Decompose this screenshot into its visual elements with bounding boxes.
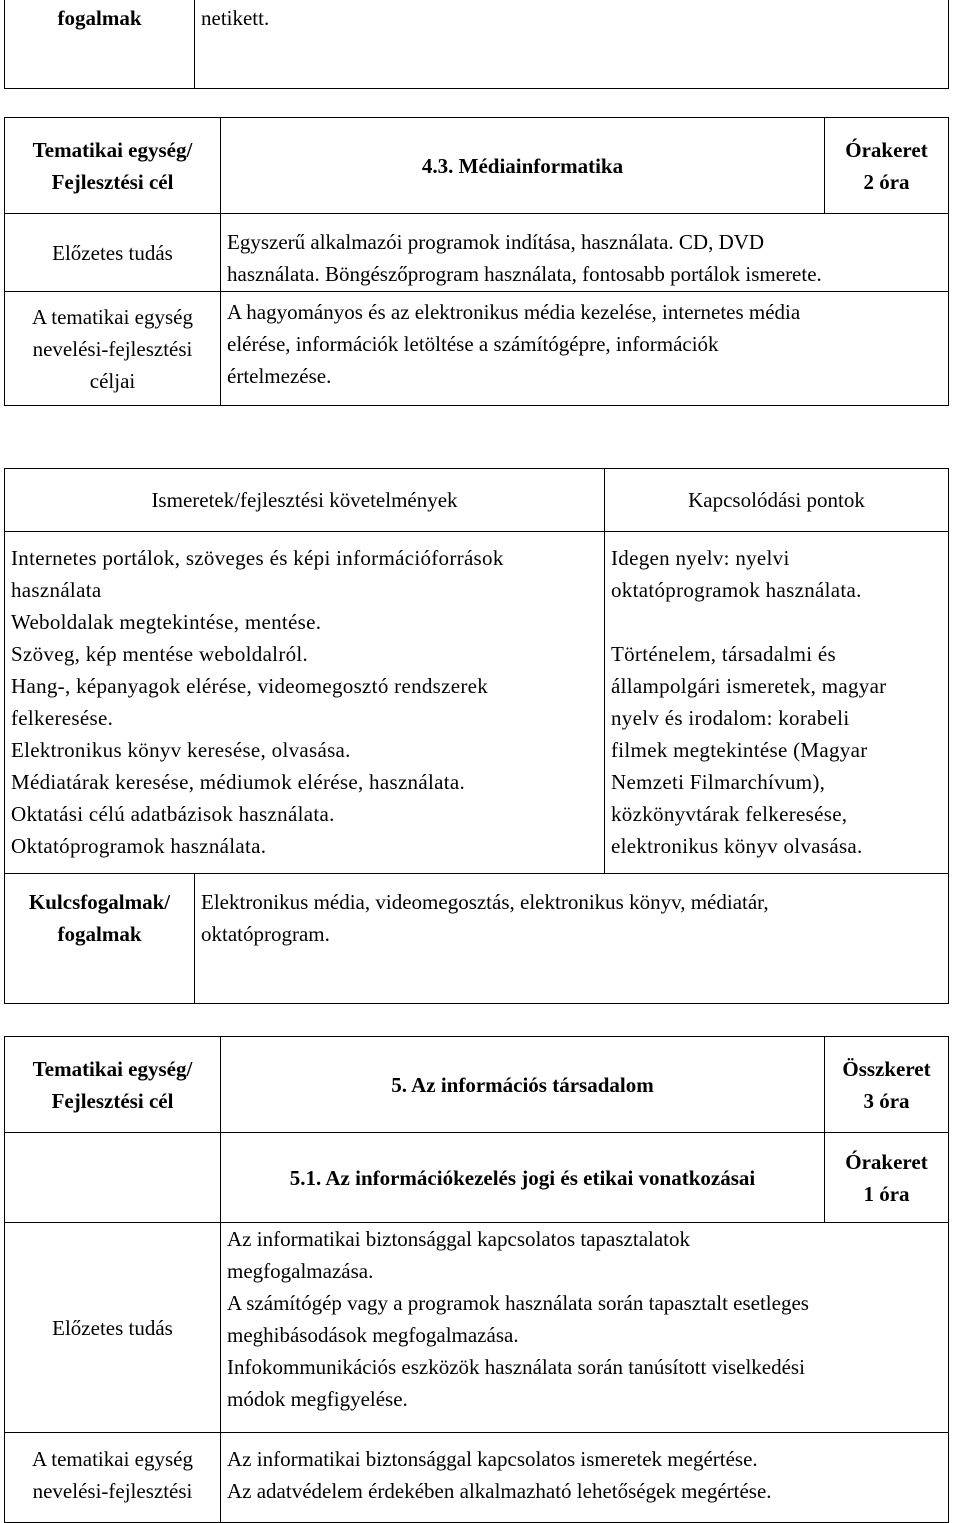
- requirements-header: Ismeretek/fejlesztési követelmények: [5, 469, 605, 532]
- block-4-3-table: [4, 117, 949, 406]
- requirements-table: [4, 468, 949, 1004]
- block-5-table: [4, 1036, 949, 1523]
- fogalmak-label: fogalmak: [5, 0, 195, 88]
- requirements-list: Internetes portálok, szöveges és képi információforrások használata Weboldalak megtekintése, mentése. Szöveg, kép mentése weboldalról. Hang-, képanyagok elérése, videomegosztó rendszerek felkeresése. Elektronikus könyv keresése, olvasása. Médiatárak keresése, médiumok elérése, használata. Oktatási célú adatbázisok használata. Oktatóprogramok használata.: [5, 532, 605, 874]
- keywords-text: Elektronikus média, videomegosztás, elektronikus könyv, médiatár, oktatóprogram.: [195, 874, 949, 1004]
- block-4-3-header-label: Tematikai egység/ Fejlesztési cél: [5, 118, 221, 214]
- block-5-header-label: Tematikai egység/ Fejlesztési cél: [5, 1037, 221, 1133]
- block-4-3-hours: Órakeret 2 óra: [825, 118, 949, 214]
- block-5-subtitle: 5.1. Az információkezelés jogi és etikai vonatkozásai: [221, 1133, 825, 1223]
- block-5-hours: Órakeret 1 óra: [825, 1133, 949, 1223]
- top-table: [4, 0, 949, 89]
- block-5-prereq-label: Előzetes tudás: [5, 1223, 221, 1433]
- block-4-3-prereq-label: Előzetes tudás: [5, 214, 221, 292]
- block-4-3-prereq-text: Egyszerű alkalmazói programok indítása, használata. CD, DVD használata. Böngészőprogram használata, fontosabb portálok ismerete.: [221, 214, 949, 292]
- block-5-prereq-text: Az informatikai biztonsággal kapcsolatos tapasztalatok megfogalmazása. A számítógép vagy a programok használata során tapasztalt esetleges meghibásodások megfogalmazása. Infokommunikációs eszközök használata során tanúsított viselkedési módok megfigyelése.: [221, 1223, 949, 1433]
- block-4-3-goals-text: A hagyományos és az elektronikus média kezelése, internetes média elérése, információk letöltése a számítógépre, információk értelmezése.: [221, 292, 949, 406]
- connections-list: Idegen nyelv: nyelvi oktatóprogramok használata. Történelem, társadalmi és állampolgári ismeretek, magyar nyelv és irodalom: korabeli filmek megtekintése (Magyar Nemzeti Filmarchívum), közkönyvtárak felkeresése, elektronikus könyv olvasása.: [605, 532, 949, 874]
- block-5-empty-cell: [5, 1133, 221, 1223]
- block-4-3-title: 4.3. Médiainformatika: [221, 118, 825, 214]
- keywords-label: Kulcsfogalmak/ fogalmak: [5, 874, 195, 1004]
- block-5-goals-label: A tematikai egység nevelési-fejlesztési: [5, 1433, 221, 1523]
- fogalmak-value: netikett.: [195, 0, 949, 88]
- connections-header: Kapcsolódási pontok: [605, 469, 949, 532]
- block-4-3-goals-label: A tematikai egység nevelési-fejlesztési céljai: [5, 292, 221, 406]
- block-5-total: Összkeret 3 óra: [825, 1037, 949, 1133]
- block-5-goals-text: Az informatikai biztonsággal kapcsolatos ismeretek megértése. Az adatvédelem érdekében alkalmazható lehetőségek megértése.: [221, 1433, 949, 1523]
- block-5-title: 5. Az információs társadalom: [221, 1037, 825, 1133]
